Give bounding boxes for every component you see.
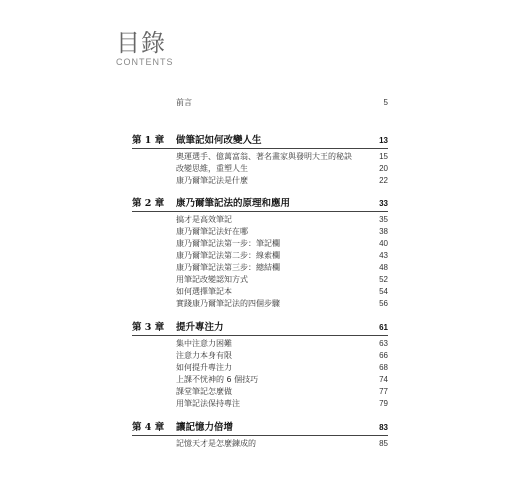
section-title: 實踐康乃爾筆記法的四個步驟 [176, 299, 280, 308]
toc-section-entry[interactable] [132, 163, 388, 175]
toc-header [116, 30, 174, 68]
toc-section-entry[interactable] [132, 374, 388, 386]
chapter-3-divider [132, 335, 388, 336]
section-page: 85 [379, 439, 388, 448]
chapter-4-page: 83 [379, 423, 388, 432]
toc-title: 目錄 [116, 29, 166, 57]
toc-section-entry[interactable] [132, 175, 388, 187]
section-page: 40 [379, 239, 388, 248]
preface-page: 5 [383, 98, 388, 107]
section-page: 63 [379, 339, 388, 348]
section-title: 康乃爾筆記法第三步：總結欄 [176, 263, 280, 272]
toc-section-entry[interactable] [132, 438, 388, 450]
toc-section-entry[interactable] [132, 286, 388, 298]
chapter-1-page: 13 [379, 136, 388, 145]
section-page: 52 [379, 275, 388, 284]
section-title: 康乃爾筆記法是什麼 [176, 176, 248, 185]
section-page: 66 [379, 351, 388, 360]
toc-section-entry[interactable] [132, 250, 388, 262]
section-title: 用筆記改變認知方式 [176, 275, 248, 284]
chapter-3-title: 提升專注力 [176, 322, 224, 333]
section-title: 上課不恍神的 6 個技巧 [176, 375, 259, 384]
chapter-3-heading[interactable] [132, 321, 388, 335]
preface-title: 前言 [176, 98, 192, 107]
toc-section-entry[interactable] [132, 338, 388, 350]
toc-subtitle: CONTENTS [116, 57, 174, 67]
section-title: 改變思維，重塑人生 [176, 164, 248, 173]
section-page: 35 [379, 215, 388, 224]
chapter-4-heading[interactable] [132, 421, 388, 435]
chapter-4-label: 第 4 章 [132, 422, 165, 433]
section-title: 奧運選手、億萬富翁、著名畫家與發明大王的秘訣 [176, 152, 352, 161]
section-page: 20 [379, 164, 388, 173]
section-page: 68 [379, 363, 388, 372]
chapter-1-divider [132, 148, 388, 149]
chapter-1-title: 做筆記如何改變人生 [176, 135, 262, 146]
section-title: 記憶天才是怎麼鍊成的 [176, 439, 256, 448]
section-page: 38 [379, 227, 388, 236]
toc-section-entry[interactable] [132, 350, 388, 362]
chapter-4-divider [132, 435, 388, 436]
section-page: 22 [379, 176, 388, 185]
section-title: 康乃爾筆記法第二步：線索欄 [176, 251, 280, 260]
section-title: 如何選擇筆記本 [176, 287, 232, 296]
section-page: 79 [379, 399, 388, 408]
chapter-2-label: 第 2 章 [132, 198, 165, 209]
chapter-2-heading[interactable] [132, 197, 388, 211]
section-title: 搞才是高效筆記 [176, 215, 232, 224]
chapter-3-page: 61 [379, 323, 388, 332]
section-page: 43 [379, 251, 388, 260]
chapter-2-title: 康乃爾筆記法的原理和應用 [176, 198, 291, 209]
section-page: 56 [379, 299, 388, 308]
toc-section-entry[interactable] [132, 274, 388, 286]
section-page: 77 [379, 387, 388, 396]
section-page: 48 [379, 263, 388, 272]
chapter-2-page: 33 [379, 199, 388, 208]
toc-section-entry[interactable] [132, 238, 388, 250]
section-title: 康乃爾筆記法好在哪 [176, 227, 248, 236]
section-page: 15 [379, 152, 388, 161]
preface-entry[interactable] [132, 97, 388, 109]
section-title: 注意力本身有限 [176, 351, 232, 360]
section-title: 課堂筆記怎麼做 [176, 387, 232, 396]
toc-section-entry[interactable] [132, 298, 388, 310]
toc-section-entry[interactable] [132, 151, 388, 163]
section-title: 用筆記法保持專注 [176, 399, 240, 408]
toc-section-entry[interactable] [132, 214, 388, 226]
toc-section-entry[interactable] [132, 226, 388, 238]
toc-section-entry[interactable] [132, 362, 388, 374]
section-title: 如何提升專注力 [176, 363, 232, 372]
chapter-4-title: 讓記憶力倍增 [176, 422, 234, 433]
chapter-2-divider [132, 211, 388, 212]
section-page: 54 [379, 287, 388, 296]
section-title: 集中注意力困難 [176, 339, 232, 348]
section-title: 康乃爾筆記法第一步：筆記欄 [176, 239, 280, 248]
toc-section-entry[interactable] [132, 398, 388, 410]
chapter-1-label: 第 1 章 [132, 135, 165, 146]
chapter-1-heading[interactable] [132, 134, 388, 148]
section-page: 74 [379, 375, 388, 384]
toc-section-entry[interactable] [132, 262, 388, 274]
toc-section-entry[interactable] [132, 386, 388, 398]
chapter-3-label: 第 3 章 [132, 322, 165, 333]
